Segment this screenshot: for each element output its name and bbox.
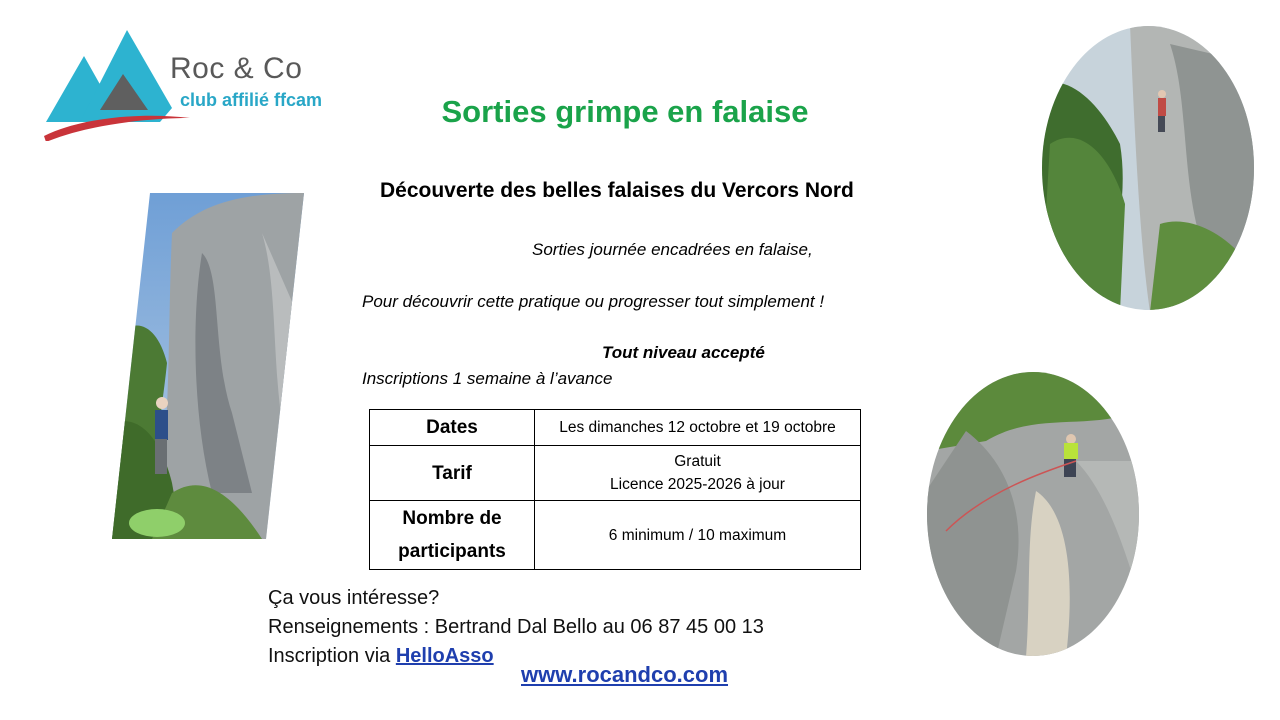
table-row — [370, 501, 861, 570]
logo-subtitle: club affilié ffcam — [180, 90, 323, 110]
climbing-photo-bottom-right — [926, 371, 1140, 657]
info-table — [369, 409, 861, 570]
helloasso-link[interactable]: HelloAsso — [395, 645, 494, 667]
registration-note: Inscriptions 1 semaine à l’avance — [362, 369, 613, 388]
climbing-photo-top-right — [1040, 24, 1256, 312]
contact-question: Ça vous intéresse? — [268, 587, 440, 609]
level-note: Tout niveau accepté — [602, 343, 765, 362]
tarif-line-1: Gratuit — [674, 453, 721, 470]
participants-header-line-2: participants — [398, 541, 506, 562]
row-value-participants: 6 minimum / 10 maximum — [535, 501, 861, 570]
table-row — [370, 410, 861, 446]
logo-name: Roc & Co — [170, 52, 303, 85]
tarif-line-2: Licence 2025-2026 à jour — [610, 476, 785, 493]
intro-line-1: Sorties journée encadrées en falaise, — [532, 240, 813, 259]
signup-line — [268, 645, 494, 668]
contact-info: Renseignements : Bertrand Dal Bello au 06 87 45 00 13 — [268, 616, 764, 638]
table-row — [370, 446, 861, 501]
climbing-photo-left — [112, 193, 304, 539]
row-header-tarif: Tarif — [370, 446, 535, 501]
intro-line-2: Pour découvrir cette pratique ou progresser tout simplement ! — [362, 292, 825, 311]
participants-header-line-1: Nombre de — [402, 508, 502, 529]
page-title: Sorties grimpe en falaise — [441, 94, 809, 129]
website-link[interactable]: www.rocandco.com — [521, 662, 729, 687]
row-header-dates: Dates — [370, 410, 535, 446]
signup-prefix: Inscription via — [268, 645, 396, 667]
row-value-dates: Les dimanches 12 octobre et 19 octobre — [535, 410, 861, 446]
row-header-participants — [370, 501, 535, 570]
page-subtitle: Découverte des belles falaises du Vercors Nord — [380, 179, 854, 202]
row-value-tarif — [535, 446, 861, 501]
